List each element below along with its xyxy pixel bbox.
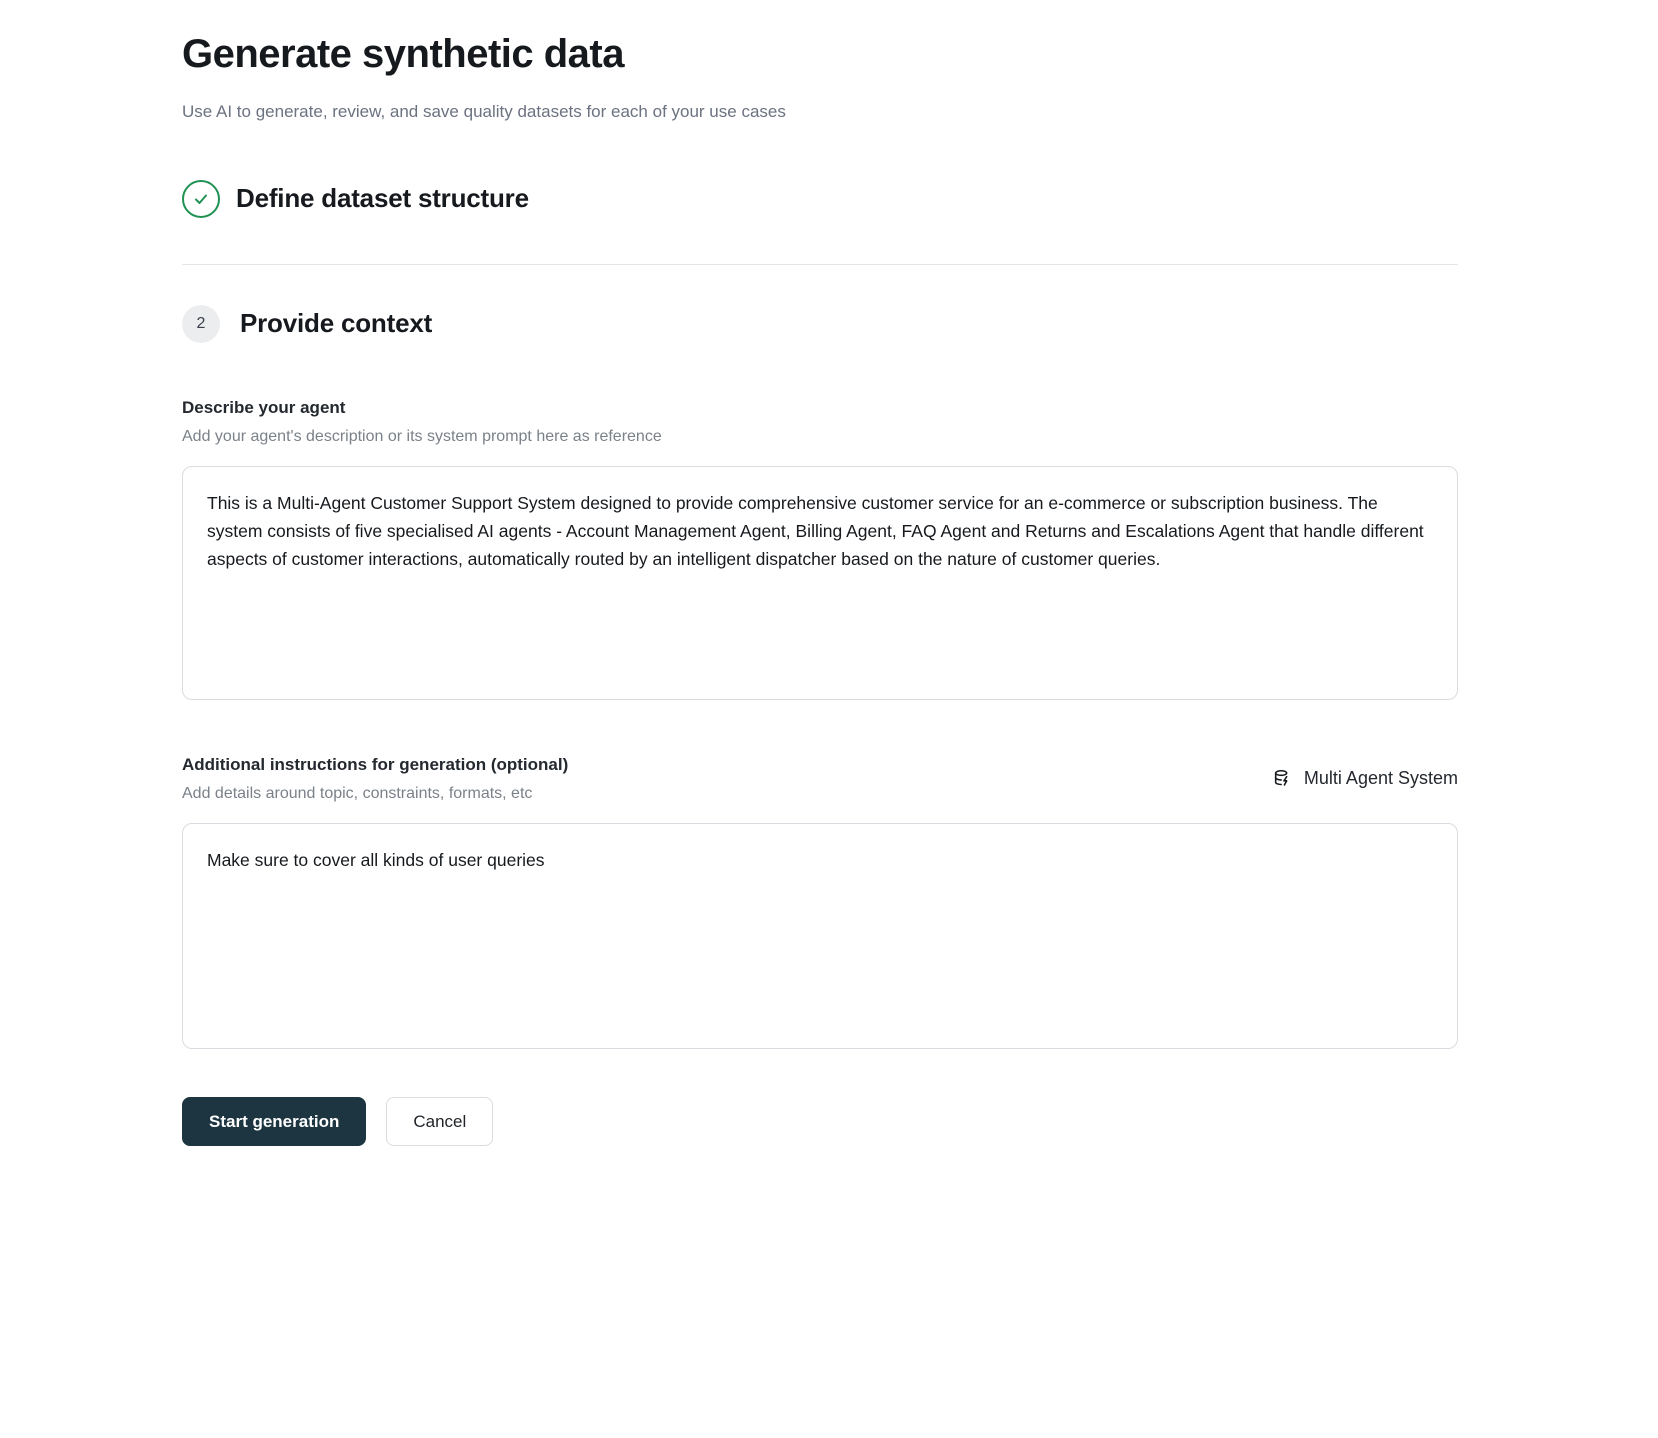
- step-define-dataset-structure[interactable]: [182, 180, 1458, 218]
- additional-instructions-header: [182, 754, 1458, 805]
- step-number-badge: 2: [182, 305, 220, 343]
- multi-agent-system-tag-label: Multi Agent System: [1303, 768, 1458, 789]
- generate-synthetic-data-page: [0, 30, 1658, 1146]
- additional-instructions-field: [182, 754, 1458, 1049]
- check-circle-icon: [182, 180, 220, 218]
- describe-agent-label: Describe your agent: [182, 397, 346, 417]
- start-generation-button[interactable]: Start generation: [182, 1097, 366, 1146]
- describe-agent-input[interactable]: [182, 466, 1458, 700]
- step-provide-context[interactable]: [182, 305, 1458, 343]
- additional-instructions-hint: Add details around topic, constraints, formats, etc: [182, 784, 533, 802]
- section-divider: [182, 264, 1458, 265]
- describe-agent-field: [182, 397, 1458, 700]
- multi-agent-system-tag: [1272, 754, 1458, 790]
- step-label-define-dataset-structure: Define dataset structure: [236, 183, 529, 214]
- describe-agent-hint: Add your agent's description or its system prompt here as reference: [182, 427, 662, 445]
- database-bolt-icon: [1272, 768, 1294, 790]
- describe-agent-header: [182, 397, 1458, 448]
- additional-instructions-input[interactable]: [182, 823, 1458, 1049]
- additional-instructions-label: Additional instructions for generation (optional): [182, 754, 569, 774]
- cancel-button[interactable]: Cancel: [386, 1097, 493, 1146]
- page-subtitle: Use AI to generate, review, and save quality datasets for each of your use cases: [182, 102, 786, 121]
- step-label-provide-context: Provide context: [240, 308, 433, 339]
- page-title: Generate synthetic data: [182, 32, 624, 76]
- form-actions: [182, 1097, 1458, 1146]
